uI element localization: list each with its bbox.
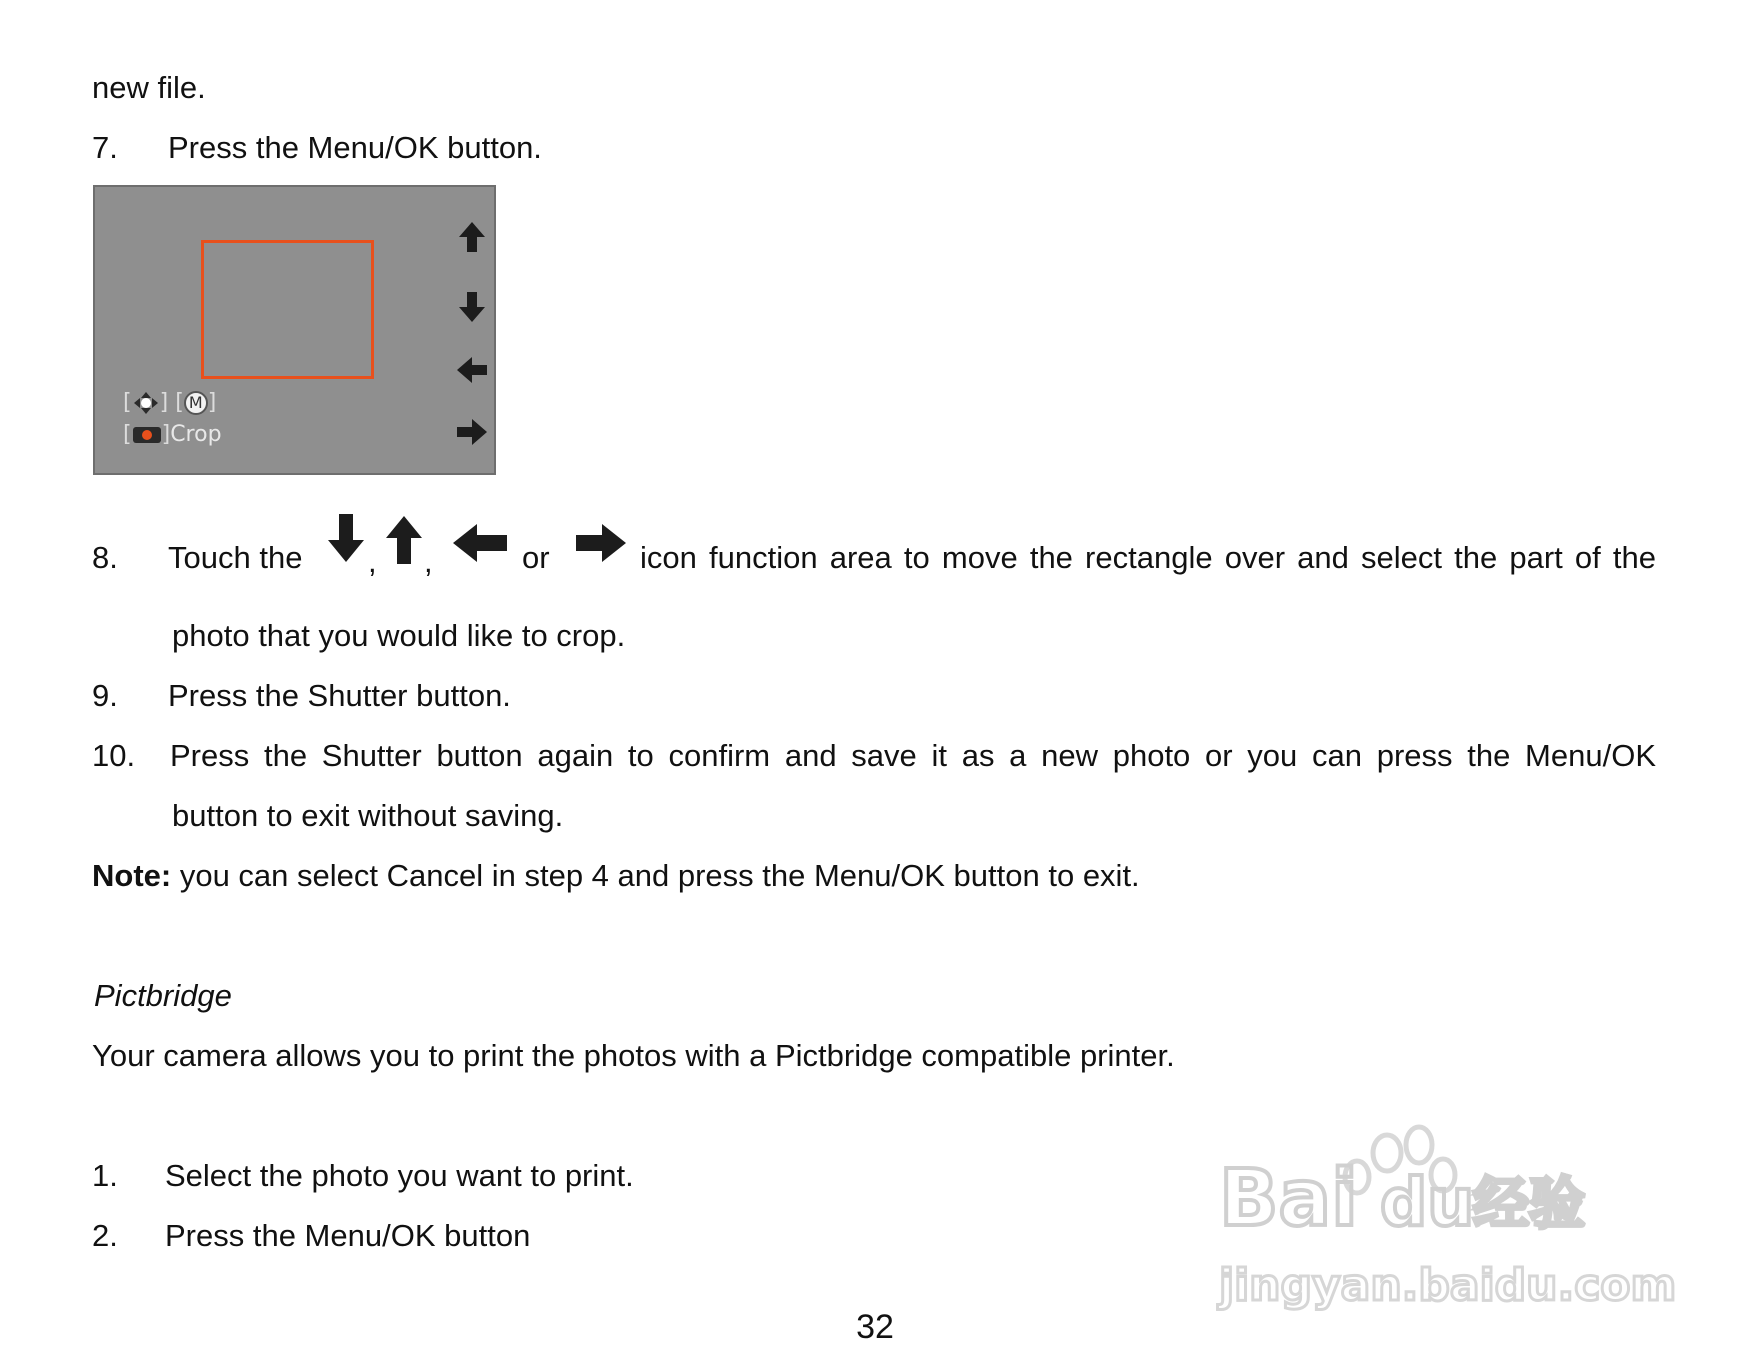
pictbridge-step-1-number: 1.	[92, 1158, 118, 1193]
page-number: 32	[856, 1308, 894, 1346]
svg-text:jingyan.baidu.com: jingyan.baidu.com	[1219, 1260, 1677, 1311]
arrow-left-icon	[455, 353, 489, 387]
arrow-up-icon	[455, 220, 489, 254]
arrow-down-icon	[455, 290, 489, 324]
osd-crop-row: [ ]Crop	[123, 422, 222, 447]
step-9-text: Press the Shutter button.	[168, 678, 511, 713]
svg-text:du: du	[1380, 1164, 1475, 1241]
section-heading: Pictbridge	[94, 978, 232, 1013]
pictbridge-step-2-number: 2.	[92, 1218, 118, 1253]
dpad-icon	[132, 391, 160, 415]
pictbridge-step-1-text: Select the photo you want to print.	[165, 1158, 634, 1193]
step-8-text-b: icon function area to move the rectangle over and select the part of the	[640, 540, 1656, 575]
note-text: you can select Cancel in step 4 and press the Menu/OK button to exit.	[171, 858, 1140, 893]
step-8-separator-2: ,	[424, 544, 433, 579]
step-10-text-a: Press the Shutter button again to confirm and save it as a new photo or you can press the Menu/OK	[170, 738, 1656, 773]
shutter-button-icon	[132, 425, 162, 445]
baidu-watermark-logo	[1215, 1115, 1677, 1315]
section-intro: Your camera allows you to print the photos with a Pictbridge compatible printer.	[92, 1038, 1175, 1073]
note-label: Note:	[92, 858, 172, 893]
svg-text:经验: 经验	[1473, 1172, 1585, 1237]
down-arrow-icon	[326, 512, 366, 564]
step-8-separator-1: ,	[368, 544, 377, 579]
step-10-text-b: button to exit without saving.	[172, 798, 564, 833]
step-8-or: or	[522, 540, 550, 575]
step-8-text-c: photo that you would like to crop.	[172, 618, 626, 653]
step-8-number: 8.	[92, 540, 118, 575]
step-9-number: 9.	[92, 678, 118, 713]
menu-m-icon: M	[184, 391, 208, 415]
arrow-right-icon	[455, 415, 489, 449]
step-10-number: 10.	[92, 738, 136, 773]
camera-crop-screen	[93, 185, 496, 475]
up-arrow-icon	[384, 514, 424, 566]
osd-crop-label: Crop	[170, 422, 222, 447]
svg-text:Bai: Bai	[1219, 1154, 1358, 1244]
step-7-text: Press the Menu/OK button.	[168, 130, 542, 165]
right-arrow-icon	[574, 522, 628, 564]
step-8-text-a: Touch the	[168, 540, 303, 575]
continued-text: new file.	[92, 70, 206, 105]
osd-controls-row: [ ] [ M ]	[123, 390, 217, 415]
pictbridge-step-2-text: Press the Menu/OK button	[165, 1218, 531, 1253]
note	[92, 856, 1140, 896]
step-7-number: 7.	[92, 130, 118, 165]
crop-rectangle	[201, 240, 374, 379]
left-arrow-icon	[451, 522, 509, 564]
